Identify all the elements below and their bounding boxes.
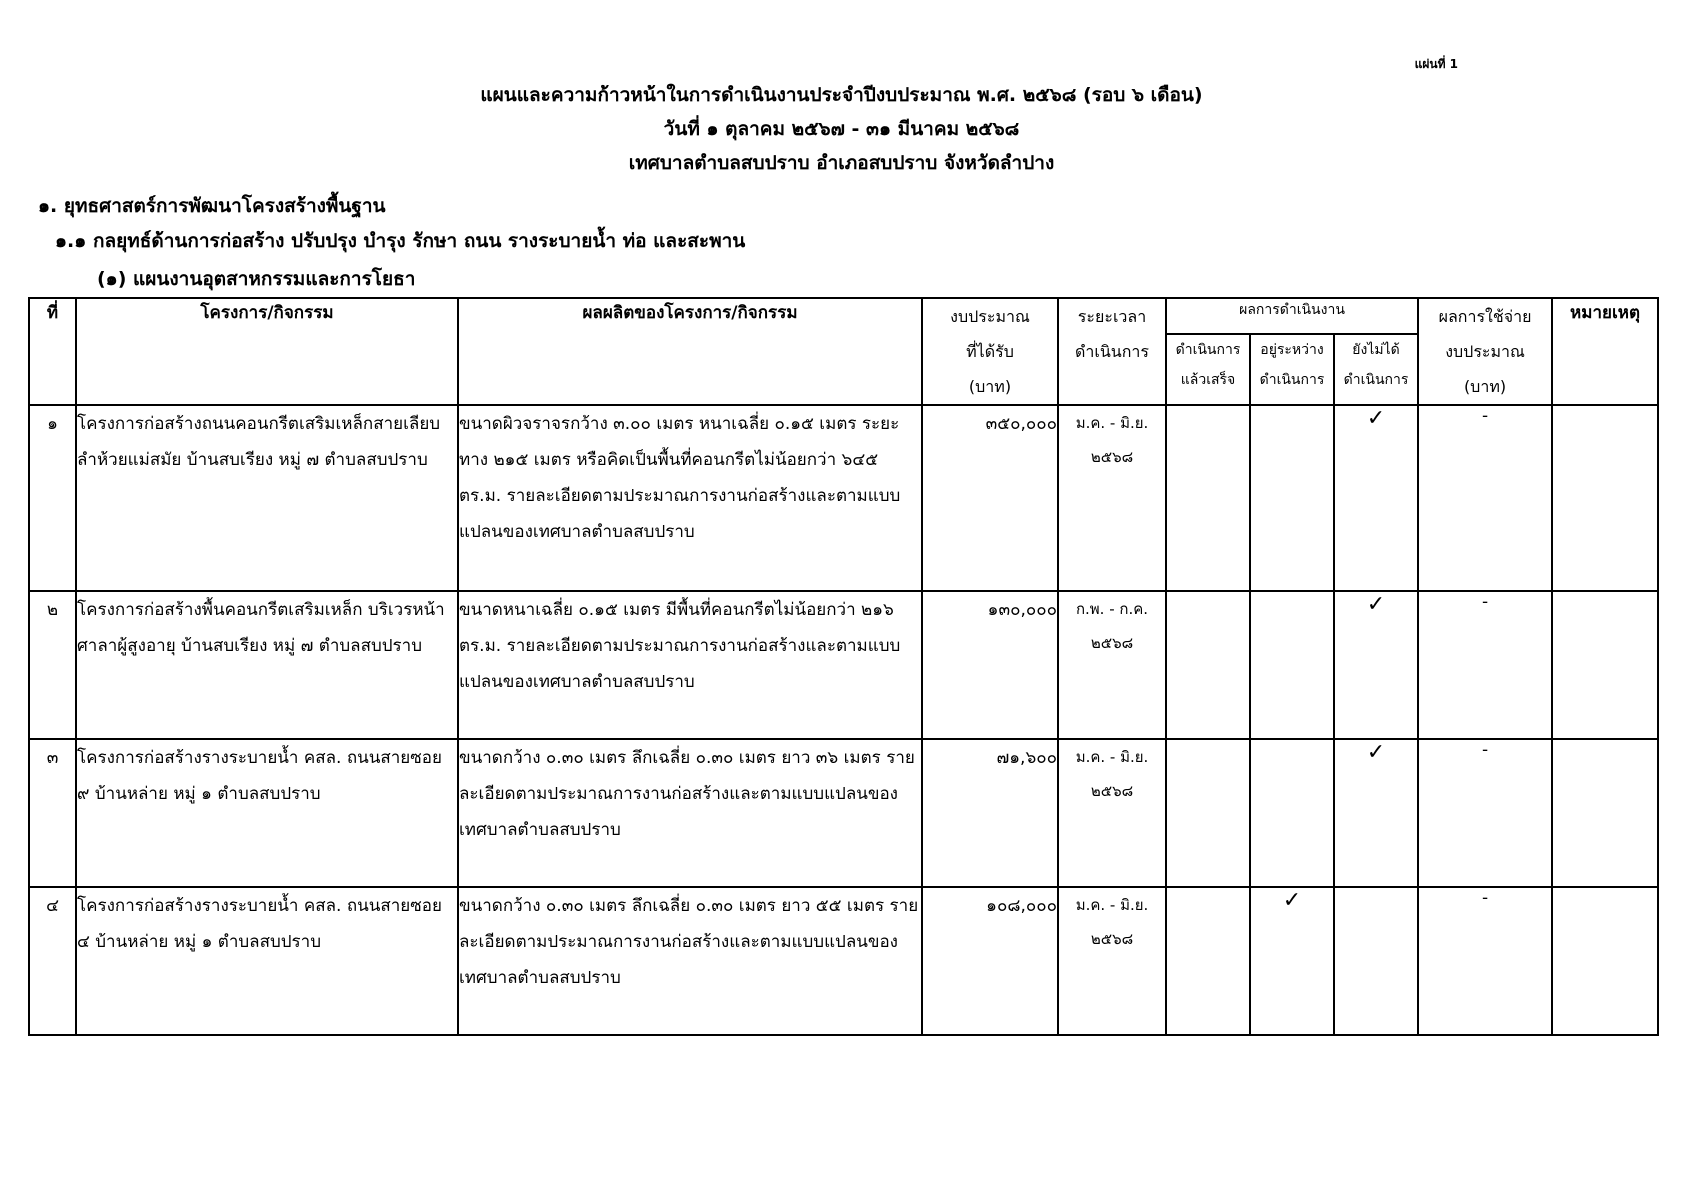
row-number: ๑ xyxy=(29,405,76,591)
header-not-started xyxy=(1334,334,1418,405)
operation-period: ม.ค. - มิ.ย. ๒๕๖๘ xyxy=(1058,739,1166,887)
status-cell-not-started xyxy=(1334,739,1418,887)
header-remark: หมายเหตุ xyxy=(1552,298,1658,405)
check-icon: ✓ xyxy=(1366,740,1386,765)
project-name: โครงการก่อสร้างรางระบายน้ำ คสล. ถนนสายซอย ๙ บ้านหล่าย หมู่ ๑ ตำบลสบปราบ xyxy=(76,739,458,887)
header-in-progress xyxy=(1250,334,1334,405)
header-not-started-line1: ยังไม่ได้ xyxy=(1352,341,1400,358)
budget-amount: ๓๕๐,๐๐๐ xyxy=(922,405,1058,591)
header-spend-line2: งบประมาณ xyxy=(1445,342,1525,361)
tactic-heading: ๑.๑ กลยุทธ์ด้านการก่อสร้าง ปรับปรุง บำรุง รักษา ถนน รางระบายน้ำ ท่อ และสะพาน xyxy=(55,230,746,252)
plan-heading: (๑) แผนงานอุตสาหกรรมและการโยธา xyxy=(97,268,416,290)
project-output: ขนาดผิวจราจรกว้าง ๓.๐๐ เมตร หนาเฉลี่ย ๐.๑๕ เมตร ระยะทาง ๒๑๕ เมตร หรือคิดเป็นพื้นที่คอนกรีตไม่น้อยกว่า ๖๔๕ ตร.ม. รายละเอียดตามประมาณการงานก่อสร้างและตามแบบแปลนของเทศบาลตำบลสบปราบ xyxy=(458,405,922,591)
header-done-line2: แล้วเสร็จ xyxy=(1180,371,1236,388)
remark-cell xyxy=(1552,405,1658,591)
sheet-number: แผ่นที่ 1 xyxy=(1414,57,1458,71)
status-cell-not-started xyxy=(1334,591,1418,739)
header-in-progress-line1: อยู่ระหว่าง xyxy=(1260,341,1324,358)
header-spend-line1: ผลการใช้จ่าย xyxy=(1438,307,1532,326)
table-row xyxy=(29,591,1658,739)
remark-cell xyxy=(1552,739,1658,887)
header-output: ผลผลิตของโครงการ/กิจกรรม xyxy=(458,298,922,405)
project-name: โครงการก่อสร้างพื้นคอนกรีตเสริมเหล็ก บริเวรหน้าศาลาผู้สูงอายุ บ้านสบเรียง หมู่ ๗ ตำบลสบปราบ xyxy=(76,591,458,739)
spend-amount: - xyxy=(1418,739,1552,887)
check-icon: ✓ xyxy=(1366,406,1386,431)
status-cell-in-progress xyxy=(1250,887,1334,1035)
status-cell-not-started xyxy=(1334,887,1418,1035)
spend-amount: - xyxy=(1418,887,1552,1035)
check-icon: ✓ xyxy=(1366,592,1386,617)
row-number: ๒ xyxy=(29,591,76,739)
header-period-line1: ระยะเวลา xyxy=(1077,307,1147,326)
header-no: ที่ xyxy=(29,298,76,405)
header-not-started-line2: ดำเนินการ xyxy=(1343,371,1409,388)
remark-cell xyxy=(1552,591,1658,739)
status-cell-in-progress xyxy=(1250,405,1334,591)
header-budget-line2: ที่ได้รับ xyxy=(966,342,1014,361)
header-spend xyxy=(1418,298,1552,405)
header-spend-line3: (บาท) xyxy=(1463,377,1507,396)
header-project: โครงการ/กิจกรรม xyxy=(76,298,458,405)
header-done xyxy=(1166,334,1250,405)
header-budget-line3: (บาท) xyxy=(968,377,1012,396)
budget-amount: ๗๑,๖๐๐ xyxy=(922,739,1058,887)
header-in-progress-line2: ดำเนินการ xyxy=(1259,371,1325,388)
budget-amount: ๑๐๘,๐๐๐ xyxy=(922,887,1058,1035)
row-number: ๓ xyxy=(29,739,76,887)
report-organization: เทศบาลตำบลสบปราบ อำเภอสบปราบ จังหวัดลำปาง xyxy=(628,152,1055,174)
project-output: ขนาดกว้าง ๐.๓๐ เมตร ลึกเฉลี่ย ๐.๓๐ เมตร ยาว ๓๖ เมตร รายละเอียดตามประมาณการงานก่อสร้างและตามแบบแปลนของเทศบาลตำบลสบปราบ xyxy=(458,739,922,887)
table-row xyxy=(29,739,1658,887)
status-cell-done xyxy=(1166,887,1250,1035)
status-cell-done xyxy=(1166,405,1250,591)
operation-period: ก.พ. - ก.ค. ๒๕๖๘ xyxy=(1058,591,1166,739)
remark-cell xyxy=(1552,887,1658,1035)
status-cell-in-progress xyxy=(1250,591,1334,739)
row-number: ๔ xyxy=(29,887,76,1035)
status-cell-done xyxy=(1166,591,1250,739)
header-done-line1: ดำเนินการ xyxy=(1175,341,1241,358)
progress-table xyxy=(28,297,1659,1036)
project-name: โครงการก่อสร้างรางระบายน้ำ คสล. ถนนสายซอย ๔ บ้านหล่าย หมู่ ๑ ตำบลสบปราบ xyxy=(76,887,458,1035)
report-title: แผนและความก้าวหน้าในการดำเนินงานประจำปีงบประมาณ พ.ศ. ๒๕๖๘ (รอบ ๖ เดือน) xyxy=(480,84,1203,106)
report-period: วันที่ ๑ ตุลาคม ๒๕๖๗ - ๓๑ มีนาคม ๒๕๖๘ xyxy=(663,118,1020,140)
status-cell-done xyxy=(1166,739,1250,887)
status-cell-in-progress xyxy=(1250,739,1334,887)
operation-period: ม.ค. - มิ.ย. ๒๕๖๘ xyxy=(1058,887,1166,1035)
spend-amount: - xyxy=(1418,405,1552,591)
spend-amount: - xyxy=(1418,591,1552,739)
header-period-line2: ดำเนินการ xyxy=(1075,342,1149,361)
header-budget-line1: งบประมาณ xyxy=(950,307,1030,326)
table-row xyxy=(29,405,1658,591)
operation-period: ม.ค. - มิ.ย. ๒๕๖๘ xyxy=(1058,405,1166,591)
table-row xyxy=(29,887,1658,1035)
header-period xyxy=(1058,298,1166,405)
project-output: ขนาดกว้าง ๐.๓๐ เมตร ลึกเฉลี่ย ๐.๓๐ เมตร ยาว ๕๕ เมตร รายละเอียดตามประมาณการงานก่อสร้างและตามแบบแปลนของเทศบาลตำบลสบปราบ xyxy=(458,887,922,1035)
project-output: ขนาดหนาเฉลี่ย ๐.๑๕ เมตร มีพื้นที่คอนกรีตไม่น้อยกว่า ๒๑๖ ตร.ม. รายละเอียดตามประมาณการงานก่อสร้างและตามแบบแปลนของเทศบาลตำบลสบปราบ xyxy=(458,591,922,739)
header-budget xyxy=(922,298,1058,405)
status-cell-not-started xyxy=(1334,405,1418,591)
strategy-heading: ๑. ยุทธศาสตร์การพัฒนาโครงสร้างพื้นฐาน xyxy=(38,195,386,217)
check-icon: ✓ xyxy=(1282,888,1302,913)
header-result: ผลการดำเนินงาน xyxy=(1166,298,1418,334)
project-name: โครงการก่อสร้างถนนคอนกรีตเสริมเหล็กสายเลียบลำห้วยแม่สมัย บ้านสบเรียง หมู่ ๗ ตำบลสบปราบ xyxy=(76,405,458,591)
budget-amount: ๑๓๐,๐๐๐ xyxy=(922,591,1058,739)
